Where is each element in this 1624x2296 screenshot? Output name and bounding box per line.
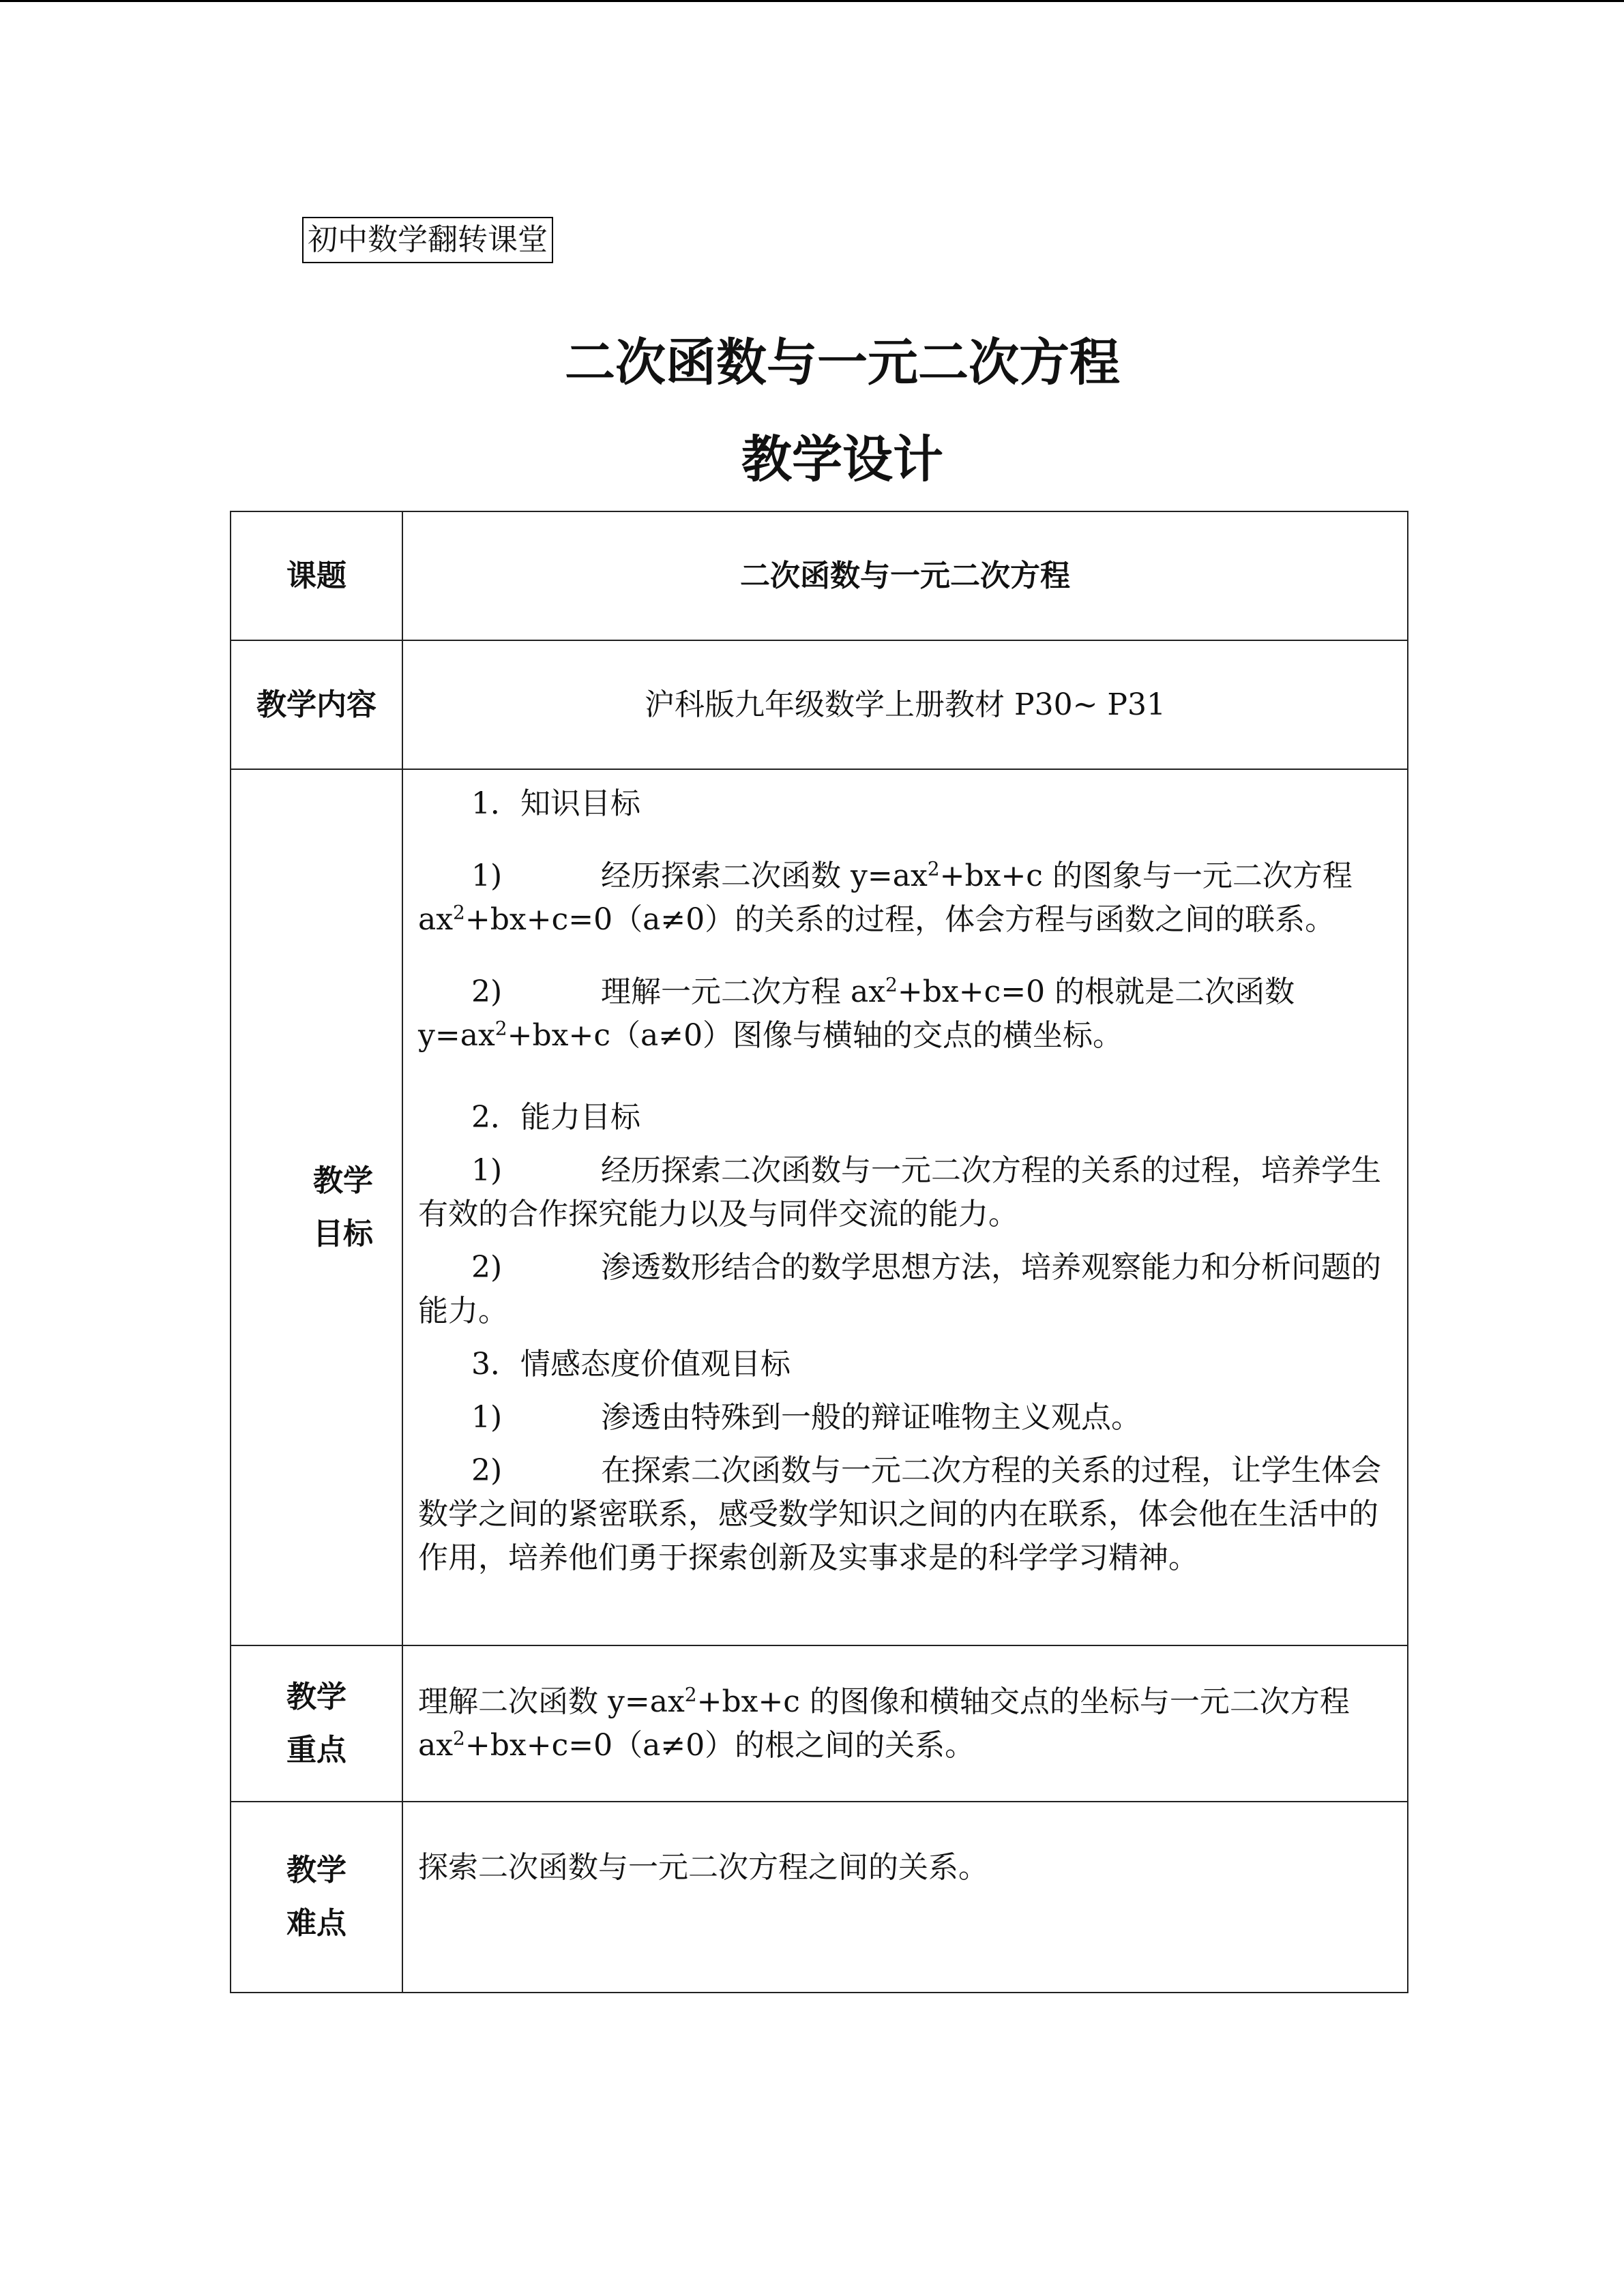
- key-points-label-line1: 教学: [286, 1679, 346, 1714]
- superscript: 2: [927, 857, 940, 880]
- text-part: 渗透数形结合的数学思想方法，培养观察能力和分析问题的能力。: [418, 1250, 1381, 1328]
- text-part: +bx+c=0（a≠0）的关系的过程，体会方程与函数之间的联系。: [464, 902, 1335, 937]
- item-number: 2): [471, 1453, 503, 1488]
- objectives-label-line2: 目标: [313, 1216, 373, 1251]
- item-number: 2): [471, 974, 503, 1009]
- text-part: ax: [418, 1727, 454, 1763]
- difficulties-text: 探索二次函数与一元二次方程之间的关系。: [418, 1850, 988, 1885]
- text-part: +bx+c（a≠0）图像与横轴的交点的横坐标。: [507, 1018, 1123, 1053]
- course-tag: 初中数学翻转课堂: [302, 217, 553, 263]
- text-part: 经历探索二次函数 y=ax: [601, 859, 928, 893]
- content-value: 沪科版九年级数学上册教材 P30~ P31: [402, 640, 1408, 769]
- content-row: [231, 640, 1408, 769]
- superscript: 2: [453, 1726, 465, 1749]
- text-part: +bx+c 的图象与一元二次方程: [939, 859, 1353, 893]
- objectives-label-line1: 教学: [313, 1163, 373, 1198]
- topic-value: 二次函数与一元二次方程: [402, 511, 1408, 640]
- superscript: 2: [885, 973, 898, 996]
- document-subtitle: 教学设计: [741, 430, 943, 489]
- attitude-heading: 3．情感态度价值观目标: [471, 1347, 791, 1382]
- topic-label: 课题: [231, 511, 402, 640]
- item-number: 1): [471, 1400, 503, 1435]
- text-part: 在探索二次函数与一元二次方程的关系的过程，让学生体会数学之间的紧密联系，感受数学知识之间的内在联系，体会他在生活中的作用，培养他们勇于探索创新及实事求是的科学学习精神。: [418, 1453, 1381, 1575]
- knowledge-heading: 1．知识目标: [471, 786, 640, 821]
- text-part: +bx+c=0（a≠0）的根之间的关系。: [464, 1727, 975, 1763]
- objectives-label: [231, 769, 402, 1645]
- text-part: 理解一元二次方程 ax: [601, 974, 886, 1009]
- text-part: y=ax: [418, 1018, 495, 1053]
- text-part: 渗透由特殊到一般的辩证唯物主义观点。: [601, 1400, 1141, 1435]
- difficulties-row: [231, 1802, 1408, 1993]
- difficulties-label-line1: 教学: [286, 1853, 346, 1888]
- knowledge-item-1: [418, 854, 1392, 942]
- difficulties-value: [402, 1802, 1408, 1993]
- item-number: 2): [471, 1250, 503, 1285]
- text-part: +bx+c=0 的根就是二次函数: [897, 974, 1295, 1009]
- content-label: 教学内容: [231, 640, 402, 769]
- ability-item-1: [418, 1149, 1392, 1236]
- superscript: 2: [684, 1682, 697, 1705]
- document-title: 二次函数与一元二次方程: [565, 333, 1120, 392]
- difficulties-label: [231, 1802, 402, 1993]
- text-part: 经历探索二次函数与一元二次方程的关系的过程，培养学生有效的合作探究能力以及与同伴交流的能力。: [418, 1153, 1381, 1232]
- attitude-item-2: [418, 1449, 1392, 1580]
- item-number: 1): [471, 859, 503, 893]
- topic-row: [231, 511, 1408, 640]
- objectives-row: [231, 769, 1408, 1645]
- top-border-line: [0, 0, 1624, 2]
- text-part: 理解二次函数 y=ax: [418, 1684, 685, 1719]
- attitude-item-1: [418, 1396, 1392, 1440]
- text-part: +bx+c 的图像和横轴交点的坐标与一元二次方程: [696, 1684, 1350, 1719]
- objectives-content: [402, 769, 1408, 1645]
- text-part: ax: [418, 902, 454, 937]
- key-points-row: [231, 1645, 1408, 1802]
- lesson-plan-table: [230, 511, 1408, 1993]
- superscript: 2: [494, 1017, 507, 1040]
- knowledge-item-2: [418, 970, 1392, 1058]
- key-points-label: [231, 1645, 402, 1802]
- key-points-label-line2: 重点: [286, 1732, 346, 1768]
- key-points-value: [402, 1645, 1408, 1802]
- ability-heading: 2．能力目标: [471, 1100, 640, 1135]
- difficulties-label-line2: 难点: [286, 1906, 346, 1941]
- ability-item-2: [418, 1246, 1392, 1333]
- superscript: 2: [453, 901, 465, 924]
- item-number: 1): [471, 1153, 503, 1188]
